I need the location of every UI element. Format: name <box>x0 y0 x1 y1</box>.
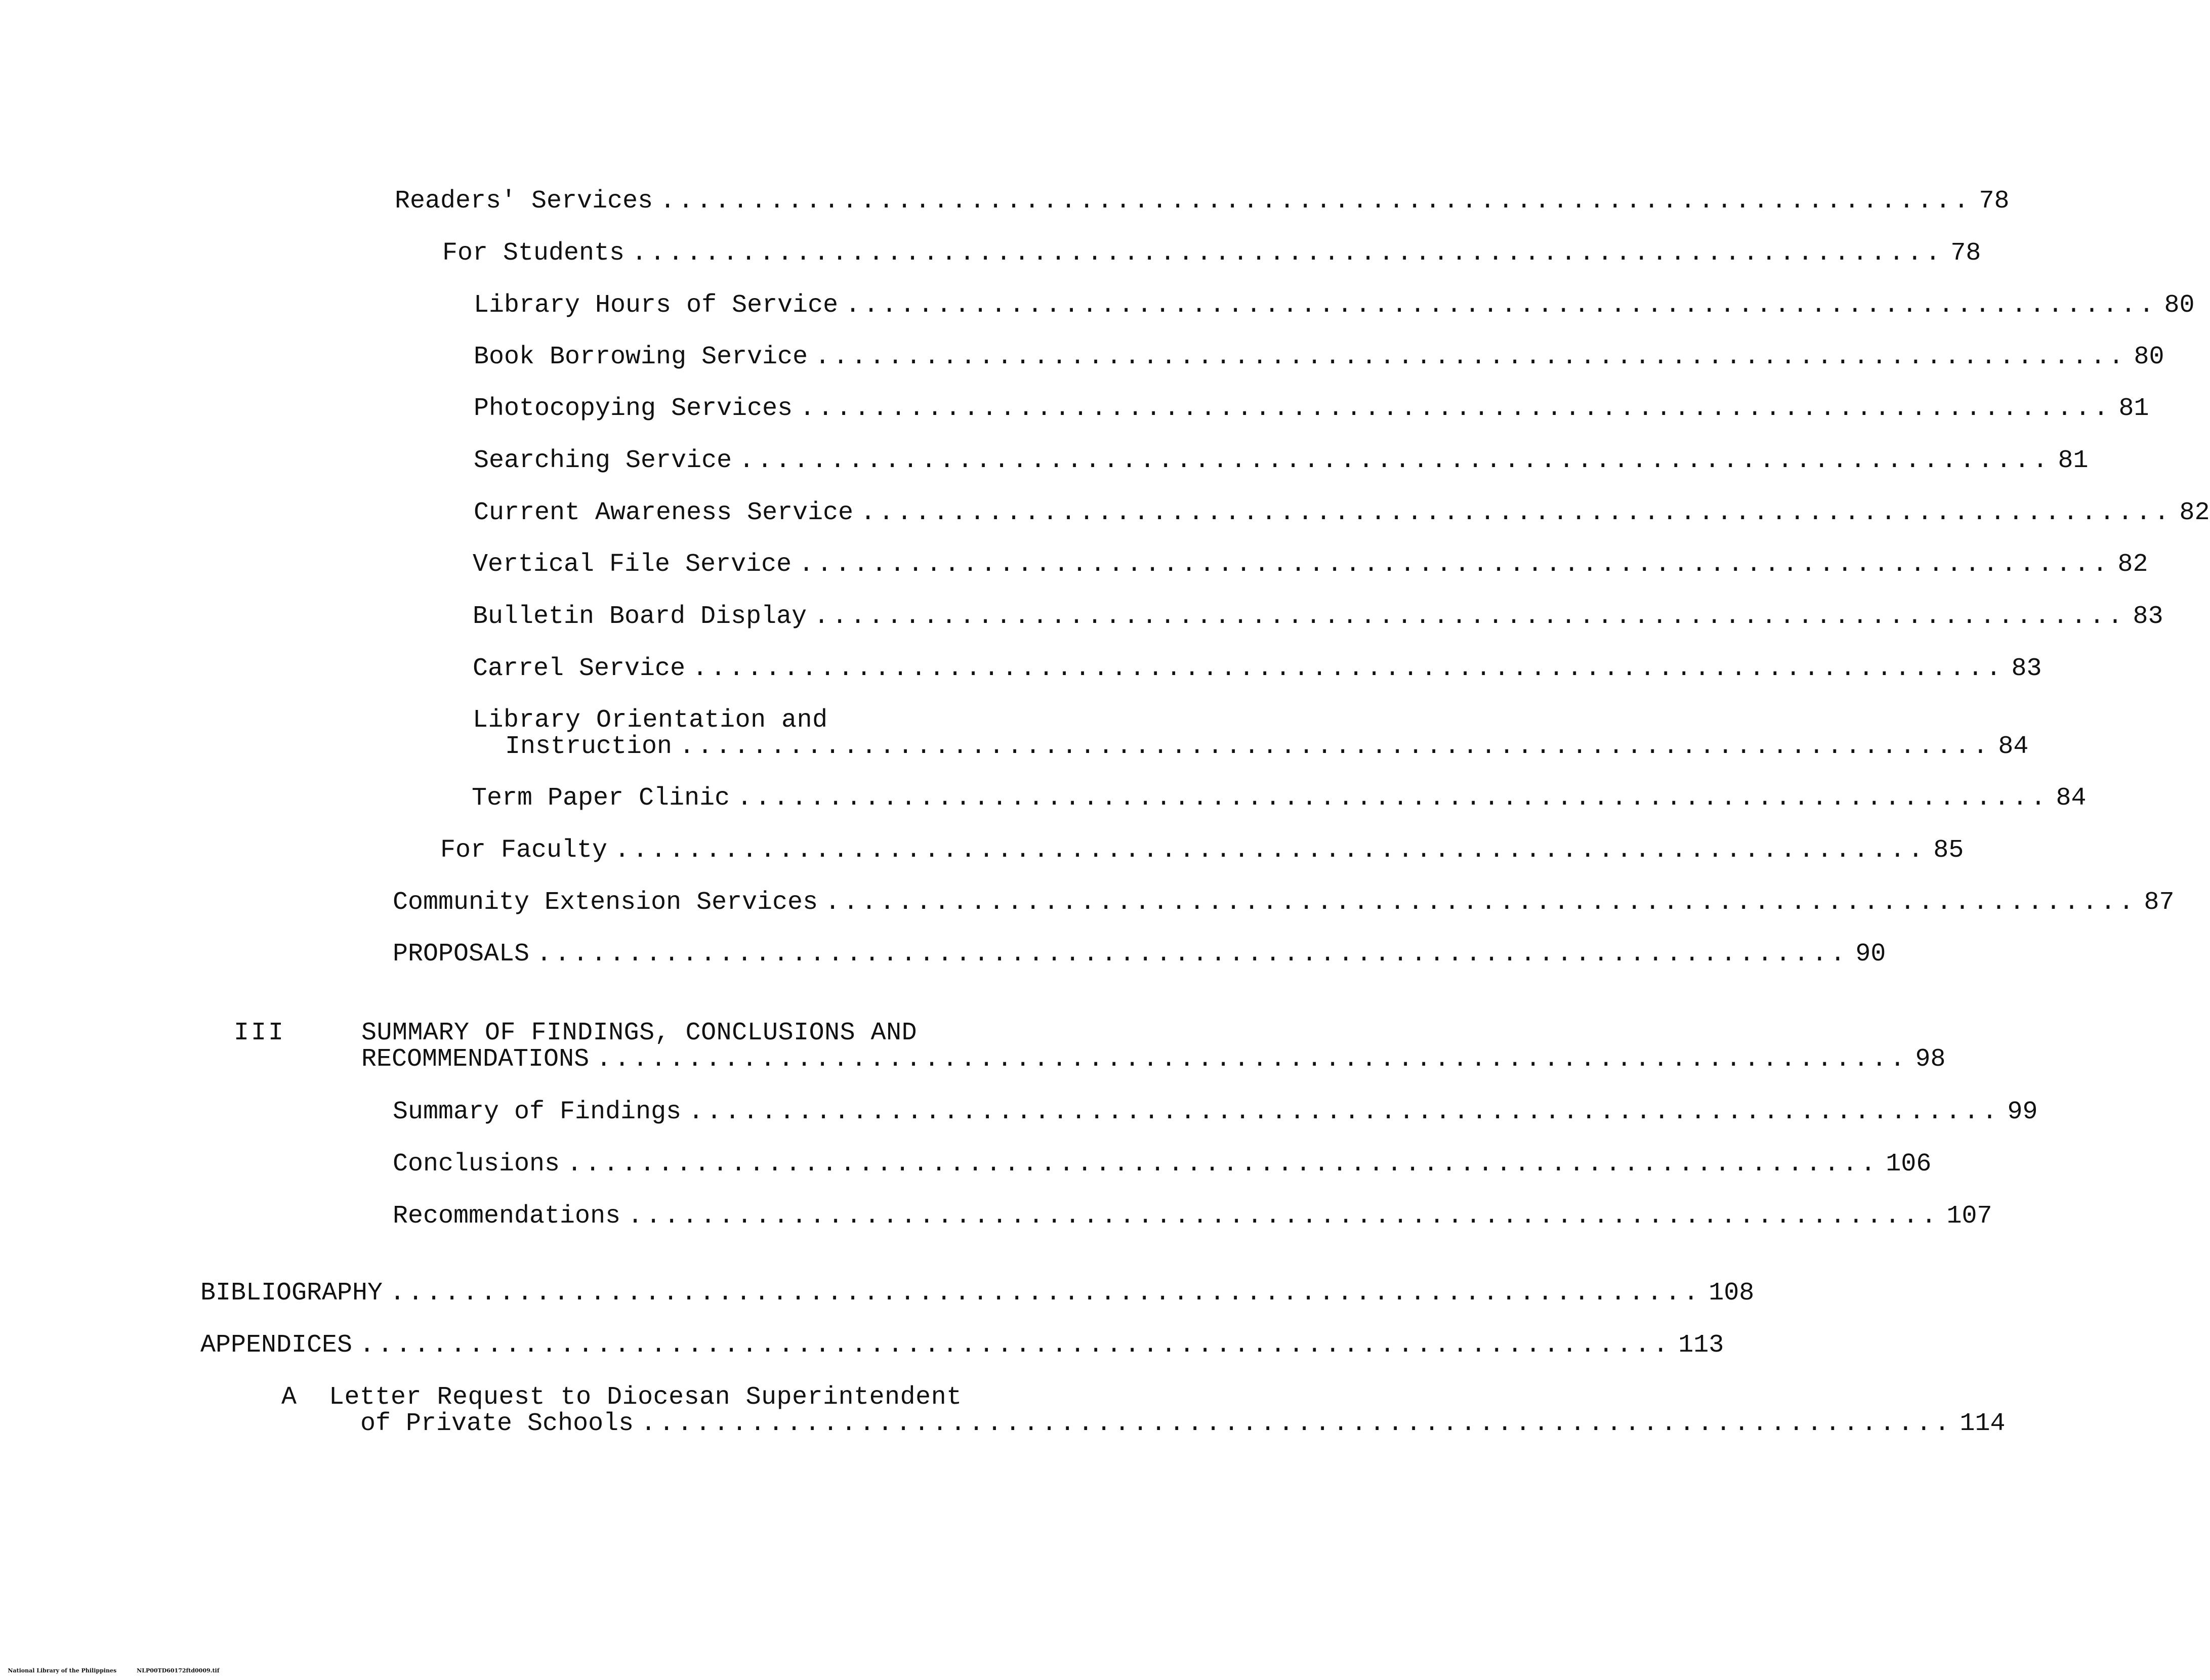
toc-entry-for-faculty <box>440 836 1964 865</box>
toc-leader-dots: ........................................................................ <box>679 732 1991 761</box>
toc-leader-dots: ........................................................................ <box>596 1045 1908 1074</box>
toc-leader-dots: ........................................................................ <box>628 1202 1940 1231</box>
toc-entry-label: Community Extension Services <box>393 888 818 917</box>
toc-page-number: 81 <box>2058 446 2089 475</box>
toc-entry-label: Recommendations <box>393 1202 621 1231</box>
toc-entry-for-students <box>442 239 1981 268</box>
toc-leader-dots: ........................................................................ <box>800 394 2112 423</box>
toc-leader-dots: ........................................................................ <box>567 1150 1879 1179</box>
toc-entry-library-hours <box>474 291 2195 320</box>
toc-entry-label: Term Paper Clinic <box>472 784 730 813</box>
toc-leader-dots: ........................................................................ <box>692 654 2005 683</box>
toc-entry-appendix-a <box>360 1409 2006 1438</box>
toc-entry-label: Library Hours of Service <box>474 291 839 320</box>
toc-entry-vertical-file <box>473 550 2148 579</box>
toc-page-number: 78 <box>1950 239 1981 268</box>
toc-page-number: 90 <box>1855 940 1886 969</box>
toc-leader-dots: ........................................................................ <box>390 1279 1702 1308</box>
toc-page-number: 78 <box>1979 187 2010 216</box>
toc-entry-library-orientation-line1: Library Orientation and <box>473 706 828 735</box>
toc-page-number: 81 <box>2118 394 2149 423</box>
toc-entry-carrel <box>473 654 2042 683</box>
toc-page-number: 83 <box>2133 602 2163 631</box>
toc-leader-dots: ........................................................................ <box>632 239 1944 268</box>
toc-entry-label: Photocopying Services <box>474 394 793 423</box>
toc-chapter-number: III <box>234 1019 286 1047</box>
toc-entry-label: of Private Schools <box>360 1409 634 1438</box>
toc-leader-dots: ........................................................................ <box>359 1331 1672 1360</box>
toc-page-number: 113 <box>1678 1331 1724 1360</box>
toc-entry-photocopying <box>474 394 2149 423</box>
toc-leader-dots: ........................................................................ <box>860 498 2173 527</box>
toc-page-number: 84 <box>2056 784 2087 813</box>
toc-page-number: 107 <box>1946 1202 1992 1231</box>
toc-leader-dots: ........................................................................ <box>845 291 2157 320</box>
toc-leader-dots: ........................................................................ <box>737 784 2049 813</box>
toc-entry-label: Summary of Findings <box>393 1098 682 1126</box>
toc-page-number: 84 <box>1998 732 2029 761</box>
toc-page-number: 99 <box>2007 1098 2038 1126</box>
toc-leader-dots: ........................................................................ <box>641 1409 1953 1438</box>
toc-page-number: 82 <box>2179 498 2210 527</box>
toc-entry-label: For Students <box>442 239 625 268</box>
toc-leader-dots: ........................................................................ <box>739 446 2051 475</box>
toc-entry-community-extension <box>393 888 2175 917</box>
toc-entry-label: Bulletin Board Display <box>473 602 807 631</box>
toc-leader-dots: ........................................................................ <box>815 343 2127 371</box>
toc-leader-dots: ........................................................................ <box>825 888 2137 917</box>
toc-entry-label: Readers' Services <box>395 187 653 216</box>
toc-page-number: 80 <box>2164 291 2195 320</box>
footer-library-name: National Library of the Philippines <box>8 1667 117 1674</box>
toc-entry-bibliography <box>200 1279 1755 1308</box>
toc-entry-label: PROPOSALS <box>393 940 530 969</box>
toc-leader-dots: ........................................................................ <box>660 187 1972 216</box>
toc-leader-dots: ........................................................................ <box>814 602 2126 631</box>
toc-page-number: 82 <box>2117 550 2148 579</box>
toc-entry-searching <box>474 446 2089 475</box>
toc-leader-dots: ........................................................................ <box>799 550 2111 579</box>
toc-page-number: 108 <box>1708 1279 1755 1308</box>
toc-entry-label: Book Borrowing Service <box>474 343 808 371</box>
footer-file-name: NLP00TD60172ftd0009.tif <box>137 1667 220 1674</box>
toc-entry-label: Current Awareness Service <box>474 498 854 527</box>
toc-page-number: 85 <box>1933 836 1964 865</box>
toc-page-number: 98 <box>1915 1045 1946 1074</box>
toc-entry-label: Carrel Service <box>473 654 686 683</box>
toc-entry-label: Vertical File Service <box>473 550 792 579</box>
toc-entry-recommendations <box>393 1202 1992 1231</box>
toc-entry-chapter-iii <box>361 1045 1946 1074</box>
toc-entry-label: BIBLIOGRAPHY <box>200 1279 383 1308</box>
toc-entry-label: APPENDICES <box>200 1331 353 1360</box>
toc-entry-summary-findings <box>393 1098 2038 1126</box>
toc-page-number: 80 <box>2134 343 2164 371</box>
toc-entry-label: Conclusions <box>393 1150 560 1179</box>
toc-entry-appendices <box>200 1331 1724 1360</box>
toc-entry-term-paper <box>472 784 2087 813</box>
toc-entry-label: For Faculty <box>440 836 608 865</box>
toc-entry-bulletin-board <box>473 602 2163 631</box>
toc-entry-current-awareness <box>474 498 2210 527</box>
toc-leader-dots: ........................................................................ <box>536 940 1849 969</box>
toc-entry-label: Searching Service <box>474 446 732 475</box>
toc-page-number: 83 <box>2011 654 2042 683</box>
toc-entry-label: RECOMMENDATIONS <box>361 1045 590 1074</box>
scan-footer <box>0 1662 239 1680</box>
toc-page-number: 114 <box>1959 1409 2006 1438</box>
toc-page-number: 87 <box>2144 888 2175 917</box>
toc-page-number: 106 <box>1886 1150 1932 1179</box>
toc-entry-label: Instruction <box>505 732 673 761</box>
toc-entry-book-borrowing <box>474 343 2164 371</box>
toc-leader-dots: ........................................................................ <box>688 1098 2000 1126</box>
toc-entry-readers-services <box>395 187 2010 216</box>
toc-leader-dots: ........................................................................ <box>614 836 1927 865</box>
toc-entry-library-orientation <box>505 732 2029 761</box>
toc-entry-appendix-a-line1: Letter Request to Diocesan Superintendent <box>329 1383 962 1412</box>
toc-entry-conclusions <box>393 1150 1932 1179</box>
toc-entry-chapter-iii-line1: SUMMARY OF FINDINGS, CONCLUSIONS AND <box>361 1019 918 1047</box>
toc-appendix-letter: A <box>281 1383 299 1412</box>
toc-entry-proposals <box>393 940 1886 969</box>
